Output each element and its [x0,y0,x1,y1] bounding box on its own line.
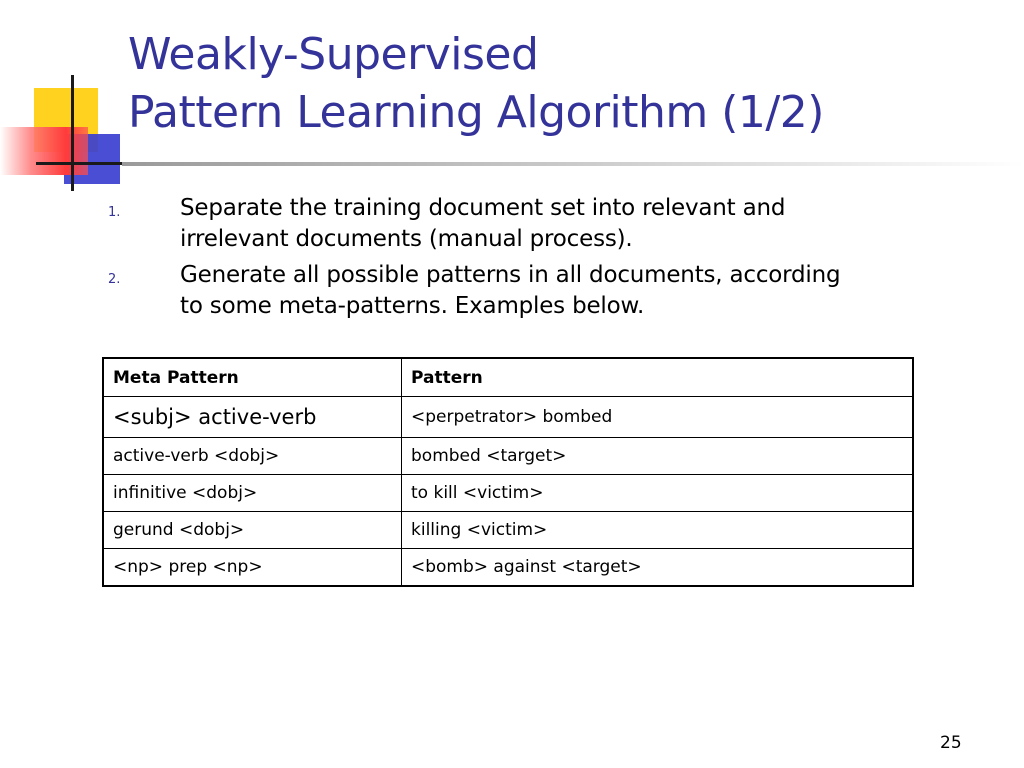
title-underline-rule [122,162,1024,166]
page-number: 25 [940,733,962,753]
table-row [103,512,913,549]
meta-pattern-cell: gerund <dobj> [103,512,402,549]
table-row [103,549,913,587]
step-number: 1. [108,205,121,220]
decor-horizontal-line [36,162,128,165]
table-row [103,475,913,512]
header-meta-pattern: Meta Pattern [103,358,402,397]
table-header-row [103,358,913,397]
table-row [103,438,913,475]
decor-red-bar [0,127,88,175]
decor-vertical-line [71,75,74,191]
meta-pattern-cell: active-verb <dobj> [103,438,402,475]
slide-title [128,26,824,142]
table-row [103,397,913,438]
step-list [108,193,868,327]
pattern-cell: to kill <victim> [402,475,914,512]
slide-title-line-1: Weakly-Supervised [128,29,539,80]
pattern-cell: <perpetrator> bombed [402,397,914,438]
meta-pattern-cell: infinitive <dobj> [103,475,402,512]
meta-pattern-cell: <np> prep <np> [103,549,402,587]
pattern-cell: <bomb> against <target> [402,549,914,587]
header-pattern: Pattern [402,358,914,397]
meta-pattern-cell: <subj> active-verb [103,397,402,438]
pattern-cell: bombed <target> [402,438,914,475]
step-text: Separate the training document set into relevant and irrelevant documents (manual process). [180,195,786,252]
list-item [108,260,868,322]
pattern-table [102,357,914,587]
step-number: 2. [108,272,121,287]
step-text: Generate all possible patterns in all documents, according to some meta-patterns. Examples below. [180,262,841,319]
list-item [108,193,868,255]
slide-title-line-2: Pattern Learning Algorithm (1/2) [128,87,824,138]
pattern-cell: killing <victim> [402,512,914,549]
